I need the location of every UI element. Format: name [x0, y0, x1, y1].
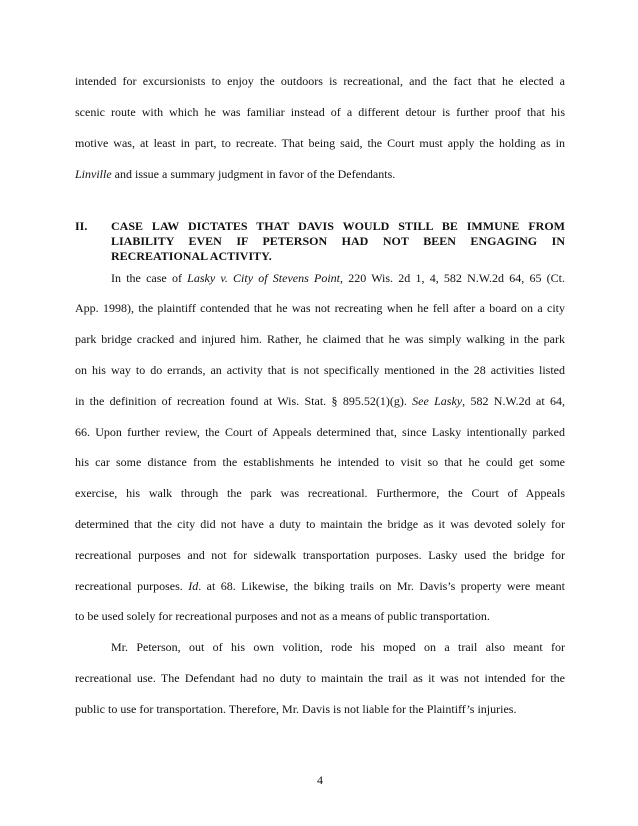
case-citation-italic: Linville: [75, 167, 112, 181]
page-number: 4: [317, 773, 323, 787]
text-segment: in the definition of recreation found at Wis. Stat. § 895.52(1)(g).: [75, 394, 413, 408]
text-line: public to use for transportation. Therefore, Mr. Davis is not liable for the Plaintiff’s injuries.: [75, 702, 517, 716]
text-line: motive was, at least in part, to recreate. That being said, the Court must apply the holding as in: [75, 136, 565, 150]
text-line: [75, 271, 565, 285]
text-segment: recreational purposes.: [75, 579, 189, 593]
text-segment: . at 68. Likewise, the biking trails on Mr. Davis’s property were meant: [198, 579, 565, 593]
text-line: his car some distance from the establishments he intended to visit so that he could get some: [75, 455, 565, 469]
text-line: recreational use. The Defendant had no duty to maintain the trail as it was not intended for the: [75, 671, 565, 685]
heading-line: RECREATIONAL ACTIVITY.: [111, 249, 272, 263]
heading-number: II.: [75, 219, 88, 233]
text-line: [75, 167, 565, 181]
text-line: scenic route with which he was familiar instead of a different detour is further proof that his: [75, 105, 565, 119]
text-line: App. 1998), the plaintiff contended that he was not recreating when he fell after a board on a city: [75, 301, 565, 315]
citation-id-italic: Id: [188, 579, 199, 593]
text-line: recreational purposes and not for sidewalk transportation purposes. Lasky used the bridge for: [75, 548, 565, 562]
text-line: to be used solely for recreational purposes and not as a means of public transportation.: [75, 609, 490, 623]
text-segment: , 582 N.W.2d at 64,: [462, 394, 565, 408]
text-line: determined that the city did not have a duty to maintain the bridge as it was devoted solely for: [75, 517, 565, 531]
case-citation-italic: Lasky v. City of Stevens Point: [187, 271, 340, 285]
document-page: [75, 0, 565, 826]
text-line: [75, 394, 565, 408]
text-line: intended for excursionists to enjoy the outdoors is recreational, and the fact that he elected a: [75, 74, 565, 88]
text-line: park bridge cracked and injured him. Rather, he claimed that he was simply walking in the park: [75, 332, 565, 346]
text-segment: and issue a summary judgment in favor of the Defendants.: [111, 167, 396, 181]
text-segment: , 220 Wis. 2d 1, 4, 582 N.W.2d 64, 65 (Ct.: [340, 271, 566, 285]
heading-line: CASE LAW DICTATES THAT DAVIS WOULD STILL BE IMMUNE FROM: [111, 219, 565, 233]
heading-line: LIABILITY EVEN IF PETERSON HAD NOT BEEN ENGAGING IN: [111, 234, 565, 248]
text-line: exercise, his walk through the park was recreational. Furthermore, the Court of Appeals: [75, 486, 565, 500]
text-line: Mr. Peterson, out of his own volition, rode his moped on a trail also meant for: [111, 640, 565, 654]
text-segment: In the case of: [111, 271, 188, 285]
text-line: [75, 579, 565, 593]
case-citation-italic: See Lasky: [412, 394, 463, 408]
text-line: on his way to do errands, an activity that is not specifically mentioned in the 28 activities listed: [75, 363, 565, 377]
text-line: 66. Upon further review, the Court of Appeals determined that, since Lasky intentionally parked: [75, 425, 565, 439]
